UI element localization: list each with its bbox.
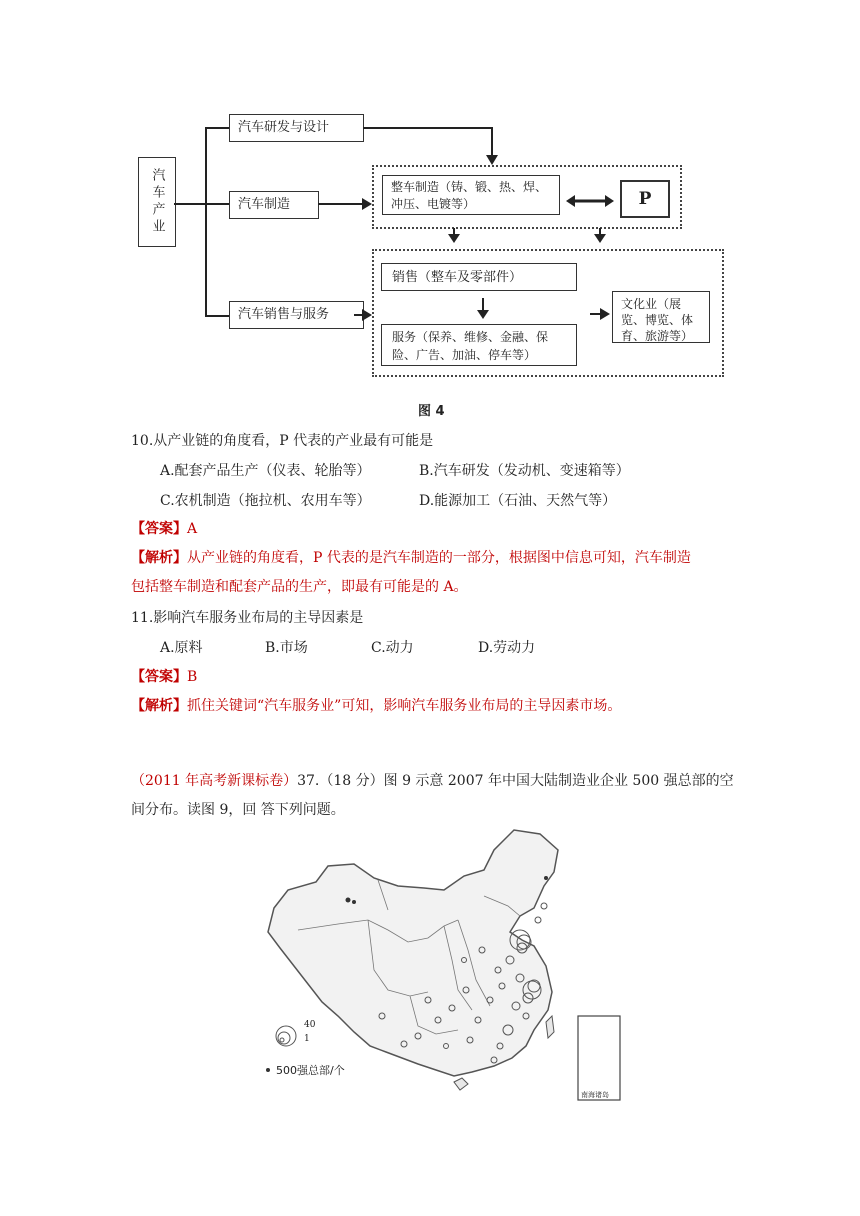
q37-line2: 间分布。读图 9，回 答下列问题。 (131, 802, 345, 818)
arrow-right-icon (600, 308, 612, 320)
q11-option-b: B.市场 (265, 640, 308, 656)
connector (174, 203, 206, 205)
manufacturing-box (229, 191, 319, 219)
legend-min-label: 1 (304, 1034, 310, 1044)
sales-label: 销售（整车及零部件） (392, 270, 523, 285)
q10-answer (131, 518, 197, 538)
q10-analysis (131, 547, 691, 567)
answer-value: A (187, 521, 198, 537)
auto-industry-box (138, 157, 176, 247)
legend-max-label: 40 (304, 1020, 316, 1030)
q11-stem: 11.影响汽车服务业布局的主导因素是 (131, 610, 364, 626)
arrow-down-icon (477, 310, 489, 320)
q10-option-b: B.汽车研发（发动机、变速箱等） (419, 463, 630, 479)
arrow-right-icon (362, 309, 374, 321)
answer-tag: 【答案】 (131, 521, 187, 537)
analysis-text: 抓住关键词“汽车服务业”可知，影响汽车服务业布局的主导因素市场。 (187, 698, 622, 714)
q11-option-d: D.劳动力 (478, 640, 536, 656)
vehicle-mfg-label: 整车制造（铸、锻、热、焊、冲压、电镀等） (391, 180, 548, 211)
answer-tag: 【答案】 (131, 669, 187, 685)
arrow-down-icon (448, 234, 460, 244)
q10-option-d: D.能源加工（石油、天然气等） (419, 493, 617, 509)
q11-option-c: C.动力 (371, 640, 414, 656)
sales-service-box (229, 301, 364, 329)
china-map-figure (258, 820, 632, 1110)
q37-source: （2011 年高考新课标卷） (131, 773, 298, 789)
connector (205, 203, 229, 205)
q11-analysis (131, 695, 621, 715)
service-box (381, 324, 577, 366)
connector (205, 127, 229, 129)
analysis-text: 从产业链的角度看，P 代表的是汽车制造的一部分，根据图中信息可知，汽车制造 (187, 550, 691, 566)
service-label: 服务（保养、维修、金融、保险、广告、加油、停车等） (392, 330, 549, 362)
rnd-label: 汽车研发与设计 (238, 120, 330, 135)
q10-option-a: A.配套产品生产（仪表、轮胎等） (160, 463, 371, 479)
inset-label: 南海诸岛 (581, 1091, 609, 1099)
rnd-box (229, 114, 364, 142)
q11-option-a: A.原料 (160, 640, 203, 656)
q10-analysis-line2: 包括整车制造和配套产品的生产，即最有可能是的 A。 (131, 579, 468, 595)
q11-answer (131, 666, 197, 686)
answer-value: B (187, 669, 198, 685)
q37-stem: 37.（18 分）图 9 示意 2007 年中国大陆制造业企业 500 强总部的空 (297, 773, 734, 789)
sales-service-label: 汽车销售与服务 (238, 307, 330, 322)
q10-stem: 10.从产业链的角度看，P 代表的产业最有可能是 (131, 433, 434, 449)
culture-box (612, 291, 710, 343)
culture-label: 文化业（展览、博览、体育、旅游等） (621, 297, 694, 343)
connector (205, 315, 229, 317)
double-arrow-icon (566, 194, 614, 208)
q10-option-c: C.农机制造（拖拉机、农用车等） (160, 493, 371, 509)
q37-line1 (131, 770, 734, 790)
connector (205, 127, 207, 317)
vehicle-mfg-box (382, 175, 560, 215)
connector (363, 127, 493, 129)
figure-caption: 图 4 (418, 404, 445, 419)
legend-label: 500强总部/个 (276, 1064, 345, 1077)
p-label: P (638, 189, 652, 209)
analysis-tag: 【解析】 (131, 698, 187, 714)
connector (318, 203, 366, 205)
p-box (620, 180, 670, 218)
sales-box (381, 263, 577, 291)
analysis-tag: 【解析】 (131, 550, 187, 566)
arrow-down-icon (594, 234, 606, 244)
manufacturing-label: 汽车制造 (238, 197, 291, 212)
auto-industry-label: 汽车产业 (149, 168, 165, 236)
